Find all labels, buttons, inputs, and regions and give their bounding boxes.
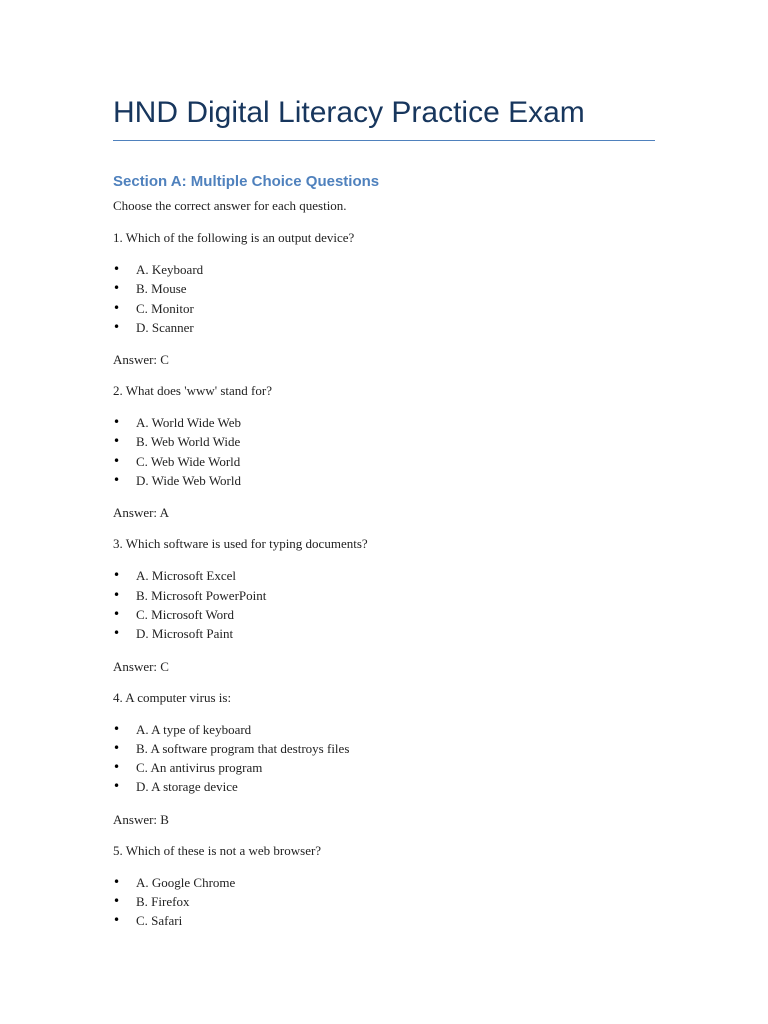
option-item	[113, 452, 655, 471]
option-item	[113, 739, 655, 758]
bullet-icon: •	[113, 779, 121, 794]
section-heading: Section A: Multiple Choice Questions	[113, 173, 380, 190]
option-label: C. Microsoft Word	[136, 606, 235, 622]
option-item	[113, 777, 655, 796]
answer-text: Answer: C	[113, 658, 169, 674]
bullet-icon: •	[113, 760, 121, 775]
option-label: A. Google Chrome	[136, 874, 236, 890]
option-label: A. A type of keyboard	[136, 721, 252, 737]
bullet-icon: •	[113, 453, 121, 468]
option-label: C. Monitor	[136, 300, 194, 316]
question-block	[113, 688, 655, 829]
answer-text: Answer: A	[113, 505, 169, 521]
question-text: 2. What does 'www' stand for?	[113, 383, 272, 399]
bullet-icon: •	[113, 473, 121, 488]
question-block	[113, 228, 655, 369]
option-label: D. Scanner	[136, 319, 194, 335]
document-title: HND Digital Literacy Practice Exam	[113, 96, 585, 129]
bullet-icon: •	[113, 568, 121, 583]
options-list	[113, 720, 655, 797]
option-label: C. Safari	[136, 913, 183, 929]
answer-text: Answer: B	[113, 811, 169, 827]
option-item	[113, 413, 655, 432]
option-label: A. Microsoft Excel	[136, 568, 237, 584]
bullet-icon: •	[113, 281, 121, 296]
option-item	[113, 471, 655, 490]
questions-list	[113, 228, 655, 944]
option-item	[113, 720, 655, 739]
question-block	[113, 841, 655, 931]
option-item	[113, 911, 655, 930]
option-item	[113, 260, 655, 279]
option-item	[113, 299, 655, 318]
option-label: A. World Wide Web	[136, 415, 241, 431]
option-item	[113, 873, 655, 892]
answer-text: Answer: C	[113, 352, 169, 368]
bullet-icon: •	[113, 434, 121, 449]
title-underline	[113, 140, 655, 141]
options-list	[113, 413, 655, 490]
option-item	[113, 586, 655, 605]
option-label: B. Firefox	[136, 894, 190, 910]
bullet-icon: •	[113, 300, 121, 315]
option-label: B. Mouse	[136, 281, 187, 297]
option-label: B. Web World Wide	[136, 434, 241, 450]
option-label: A. Keyboard	[136, 262, 204, 277]
bullet-icon: •	[113, 740, 121, 755]
bullet-icon: •	[113, 894, 121, 909]
option-label: B. Microsoft PowerPoint	[136, 587, 267, 603]
option-item	[113, 892, 655, 911]
options-list	[113, 566, 655, 643]
bullet-icon: •	[113, 913, 121, 928]
options-list	[113, 873, 655, 931]
bullet-icon: •	[113, 262, 121, 276]
question-text: 1. Which of the following is an output device?	[113, 230, 355, 245]
options-list	[113, 260, 655, 337]
instructions-text: Choose the correct answer for each question.	[113, 198, 347, 213]
bullet-icon: •	[113, 319, 121, 334]
option-item	[113, 318, 655, 337]
bullet-icon: •	[113, 587, 121, 602]
option-item	[113, 605, 655, 624]
bullet-icon: •	[113, 874, 121, 889]
option-label: C. An antivirus program	[136, 760, 263, 776]
question-block	[113, 381, 655, 522]
question-text: 4. A computer virus is:	[113, 689, 232, 705]
bullet-icon: •	[113, 415, 121, 430]
bullet-icon: •	[113, 721, 121, 736]
question-block	[113, 534, 655, 675]
option-label: C. Web Wide World	[136, 453, 241, 469]
option-item	[113, 624, 655, 643]
question-text: 3. Which software is used for typing documents?	[113, 536, 368, 552]
option-item	[113, 566, 655, 585]
bullet-icon: •	[113, 626, 121, 641]
option-label: D. Wide Web World	[136, 473, 241, 489]
option-label: D. A storage device	[136, 779, 238, 795]
option-item	[113, 758, 655, 777]
option-item	[113, 432, 655, 451]
bullet-icon: •	[113, 606, 121, 621]
question-text: 5. Which of these is not a web browser?	[113, 842, 322, 858]
option-item	[113, 279, 655, 298]
option-label: D. Microsoft Paint	[136, 626, 234, 642]
option-label: B. A software program that destroys files	[136, 740, 350, 756]
